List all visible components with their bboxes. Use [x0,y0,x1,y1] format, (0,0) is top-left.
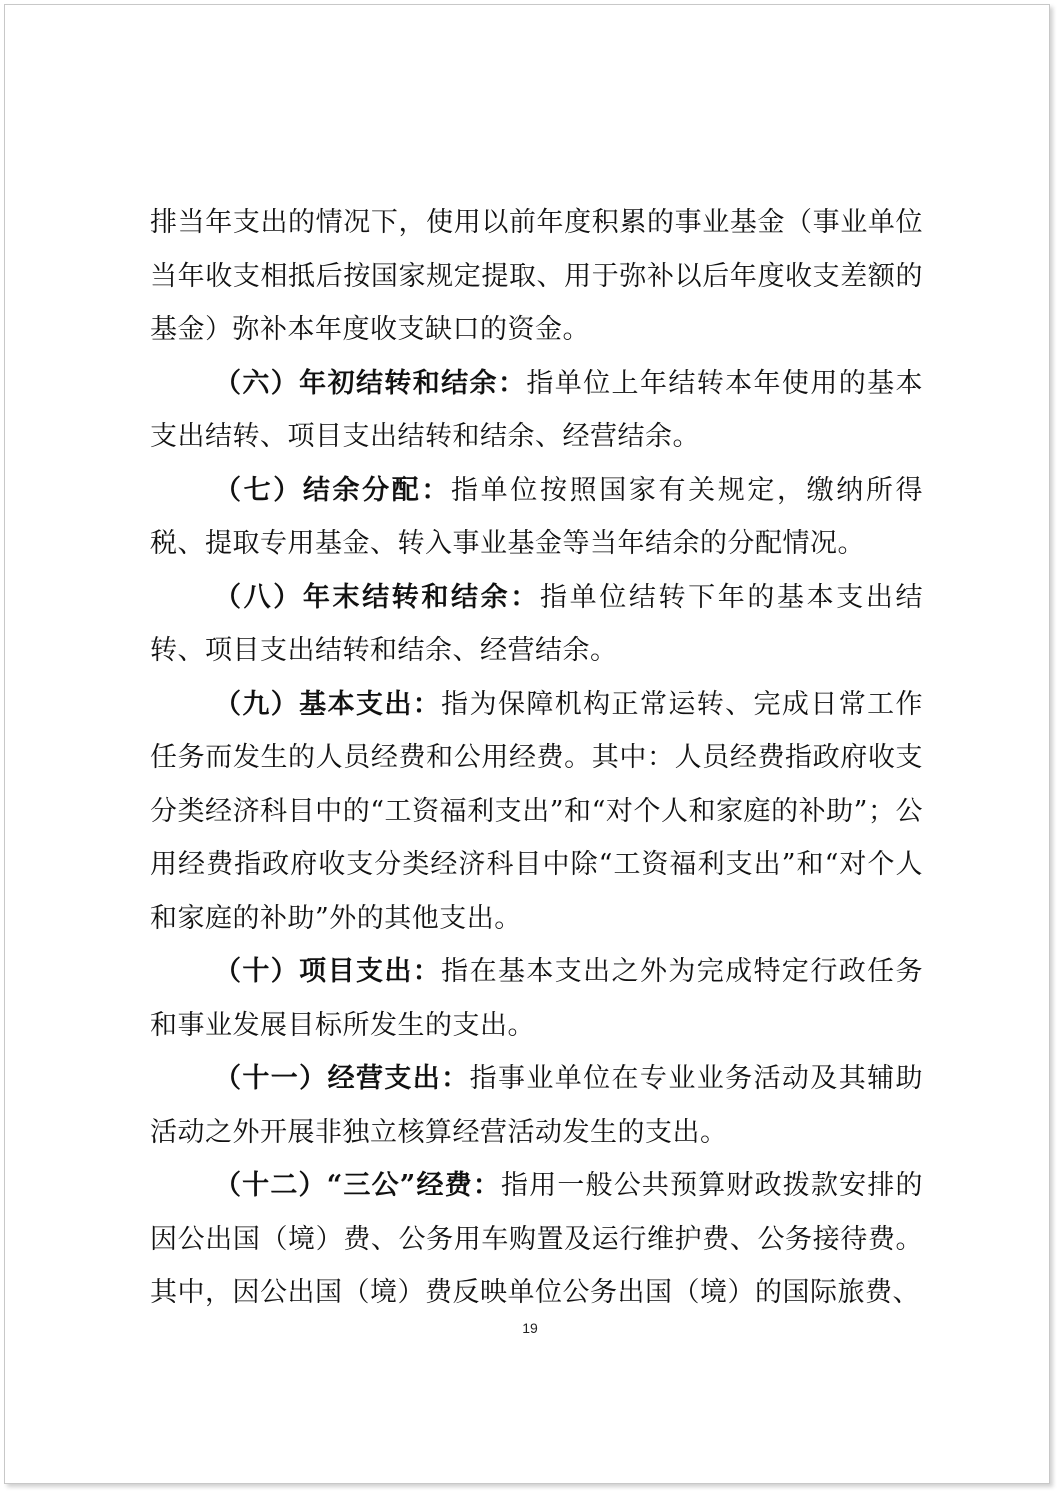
paragraph-text: 指在基本支出之外为完成特定行政任务和事业发展目标所发生的支出。 [150,956,924,1041]
paragraph-item-8 [150,571,923,678]
term-heading: （十一）经营支出： [214,1063,470,1094]
paragraph-item-6 [150,357,923,464]
paragraph-item-12 [150,1159,923,1320]
term-heading: （七）结余分配： [214,474,452,506]
paragraph-item-11 [150,1052,923,1159]
term-heading: （八）年末结转和结余： [214,581,540,613]
paragraph-text: 指用一般公共预算财政拨款安排的因公出国（境）费、公务用车购置及运行维护费、公务接待费。其中，因公出国（境）费反映单位公务出国（境）的国际旅费、 [150,1170,924,1308]
term-heading: （十二）“三公”经费： [214,1170,502,1201]
paragraph-text: 指单位结转下年的基本支出结转、项目支出结转和结余、经营结余。 [150,581,924,666]
paragraph-text: 指为保障机构正常运转、完成日常工作任务而发生的人员经费和公用经费。其中：人员经费指政府收支分类经济科目中的“工资福利支出”和“对个人和家庭的补助”；公用经费指政府收支分类经济科目中除“工资福利支出”和“对个人和家庭的补助”外的其他支出。 [150,688,924,934]
paragraph-text: 指单位上年结转本年使用的基本支出结转、项目支出结转和结余、经营结余。 [150,367,924,452]
term-heading: （九）基本支出： [214,688,442,720]
page-number: 19 [522,1320,538,1336]
term-heading: （十）项目支出： [214,956,442,987]
paragraph-item-9 [150,678,923,946]
paragraph-continuation [150,196,923,357]
paragraph-text: 排当年支出的情况下，使用以前年度积累的事业基金（事业单位当年收支相抵后按国家规定提取、用于弥补以后年度收支差额的基金）弥补本年度收支缺口的资金。 [150,207,923,345]
paragraph-item-7 [150,464,923,571]
document-body [150,196,923,1320]
paragraph-item-10 [150,945,923,1052]
paragraph-text: 指单位按照国家有关规定，缴纳所得税、提取专用基金、转入事业基金等当年结余的分配情况。 [150,474,924,559]
paragraph-text: 指事业单位在专业业务活动及其辅助活动之外开展非独立核算经营活动发生的支出。 [150,1063,923,1148]
term-heading: （六）年初结转和结余： [214,367,527,399]
